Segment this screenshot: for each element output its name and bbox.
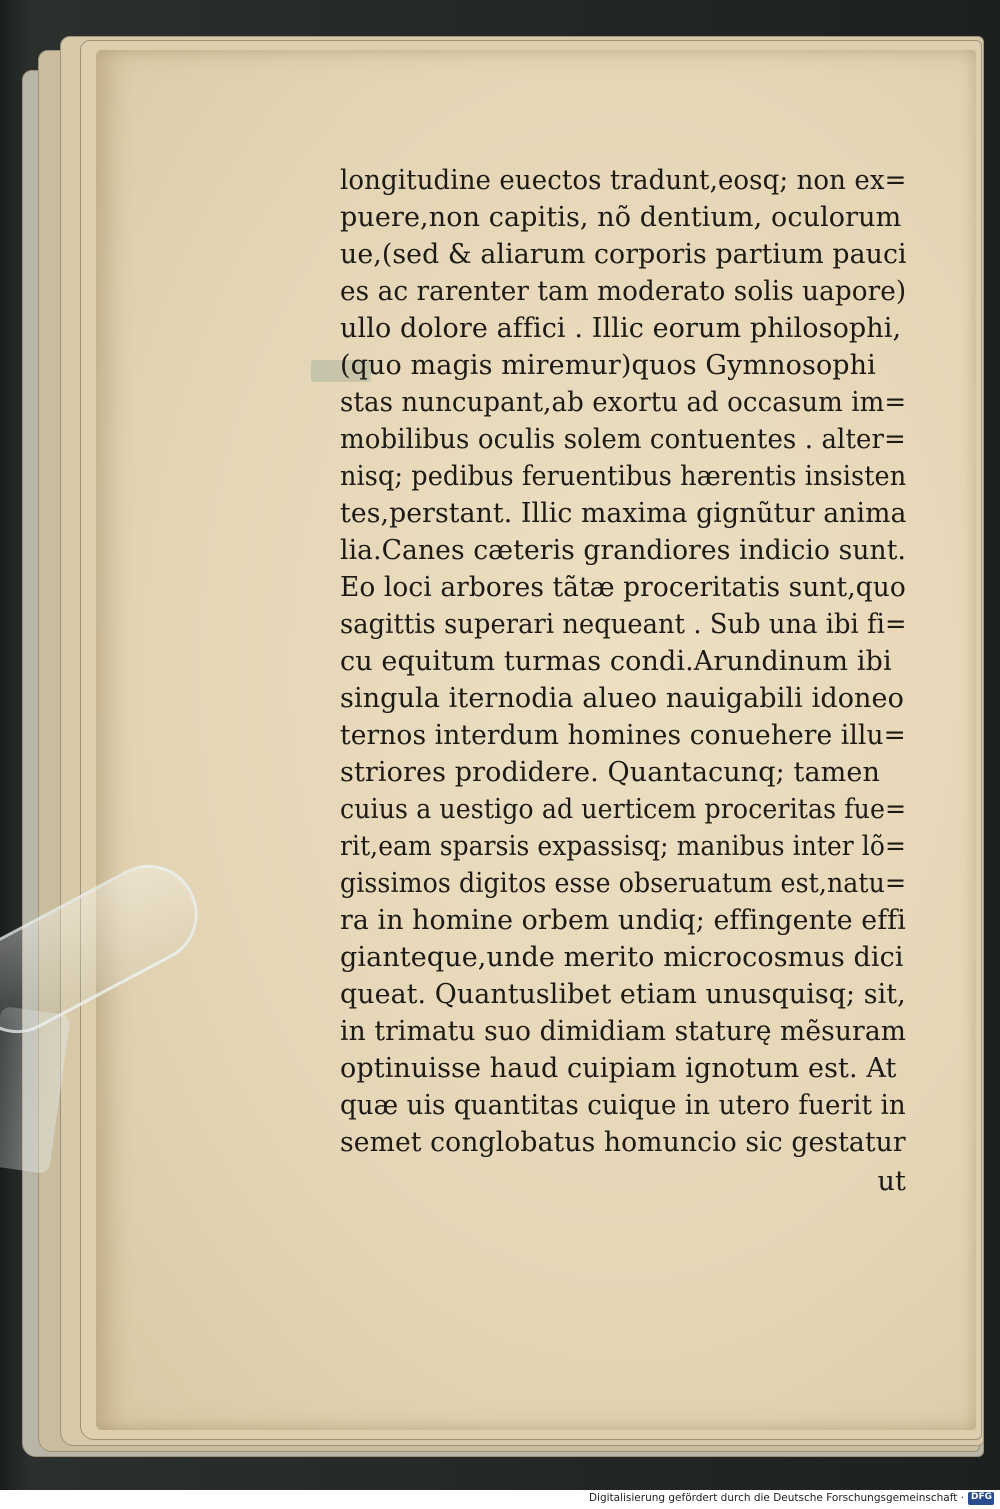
text-line: queat. Quantuslibet etiam unusquisq; sit, xyxy=(340,979,906,1010)
funding-credit: Digitalisierung gefördert durch die Deutsche Forschungsgemeinschaft · xyxy=(588,1492,964,1504)
text-line: cu equitum turmas condi.Arundinum ibi xyxy=(340,646,892,677)
text-line: sagittis superari nequeant . Sub una ibi fi= xyxy=(340,609,907,640)
text-line: puere,non capitis, nõ dentium, oculorum xyxy=(340,202,902,233)
text-line: singula iternodia alueo nauigabili idoneo xyxy=(340,683,904,714)
text-line: cuius a uestigo ad uerticem proceritas fue= xyxy=(340,794,907,825)
text-line: lia.Canes cæteris grandiores indicio sunt. xyxy=(340,535,907,566)
text-line: ra in homine orbem undiq; effingente effi xyxy=(340,905,906,936)
text-line: ue,(sed & aliarum corporis partium pauci xyxy=(340,239,907,270)
text-line: semet conglobatus homuncio sic gestatur xyxy=(340,1127,906,1158)
text-line: gissimos digitos esse obseruatum est,natu= xyxy=(340,868,907,899)
text-line: stas nuncupant,ab exortu ad occasum im= xyxy=(340,387,907,418)
text-line: Eo loci arbores tãtæ proceritatis sunt,quo xyxy=(340,572,906,603)
catchword: ut xyxy=(877,1166,906,1197)
text-line: longitudine euectos tradunt,eosq; non ex= xyxy=(340,165,907,196)
dfg-logo-icon xyxy=(968,1492,994,1505)
text-line: striores prodidere. Quantacunq; tamen xyxy=(340,757,880,788)
text-line: optinuisse haud cuipiam ignotum est. At xyxy=(340,1053,897,1084)
footer-bar xyxy=(0,1490,1000,1509)
text-line: rit,eam sparsis expassisq; manibus inter lõ= xyxy=(340,831,906,862)
text-line: (quo magis miremur)quos Gymnosophi xyxy=(340,350,876,381)
text-line: mobilibus oculis solem contuentes . alter= xyxy=(340,424,906,455)
text-line: ternos interdum homines conuehere illu= xyxy=(340,720,906,751)
text-line: es ac rarenter tam moderato solis uapore) xyxy=(340,276,907,307)
text-block xyxy=(340,162,920,1200)
text-line: gianteque,unde merito microcosmus dici xyxy=(340,942,904,973)
text-line: nisq; pedibus feruentibus hærentis insisten xyxy=(340,461,907,492)
text-line: quæ uis quantitas cuique in utero fuerit in xyxy=(340,1090,906,1121)
text-line: ullo dolore affici . Illic eorum philosophi, xyxy=(340,313,902,344)
text-line: in trimatu suo dimidiam staturę mẽsuram xyxy=(340,1016,907,1047)
text-line: tes,perstant. Illic maxima gignũtur anima xyxy=(340,498,907,529)
